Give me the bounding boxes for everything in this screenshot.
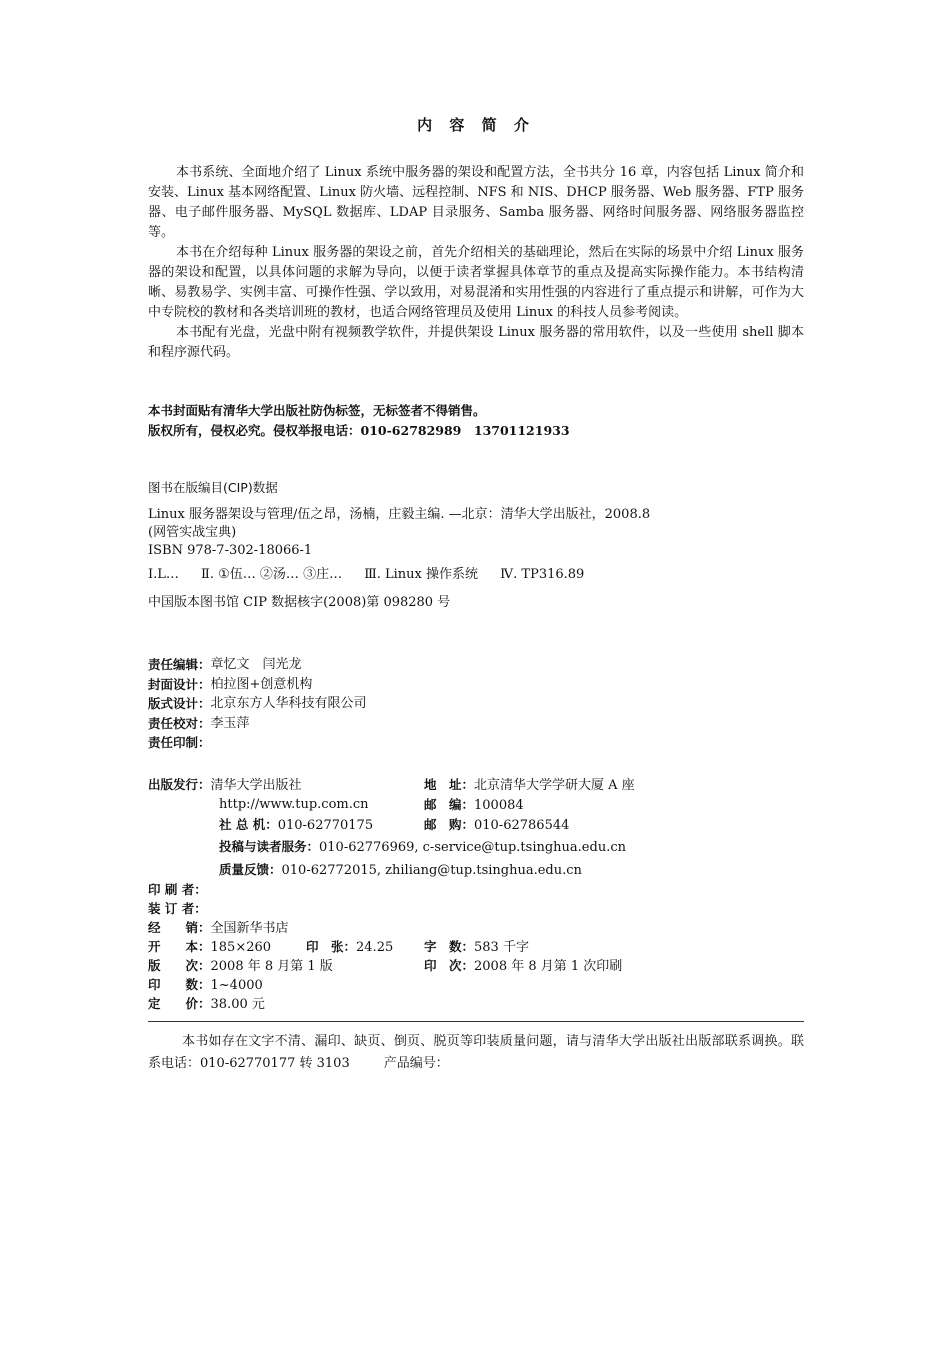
distributor-label: 经 销： <box>148 920 211 935</box>
staff-label: 封面设计： <box>148 676 211 692</box>
cip-class-item: Ⅳ. TP316.89 <box>500 567 585 582</box>
quality-notice-text <box>148 1031 804 1075</box>
copyright-notice <box>148 401 804 441</box>
address-row <box>424 775 635 796</box>
price-row <box>148 994 420 1015</box>
publisher-name: 清华大学出版社 <box>210 778 302 793</box>
staff-row <box>148 655 367 675</box>
staff-value: 北京东方人华科技有限公司 <box>210 696 367 711</box>
impression-value: 2008 年 8 月第 1 次印刷 <box>474 959 623 974</box>
summary-paragraph: 本书系统、全面地介绍了 Linux 系统中服务器的架设和配置方法，全书共分 16 章，内容包括 Linux 简介和安装、Linux 基本网络配置、Linux 防火墙、远程控制、NFS 和 NIS、DHCP 服务器、Web 服务器、FTP 服务器、电子邮件服务器、MySQL 数据库、LDAP 目录服务、Samba 服务器、网络时间服务器、网络服务器监控等。 <box>148 165 804 240</box>
mail-order-value: 010-62786544 <box>474 818 570 833</box>
quality-notice <box>148 1031 804 1075</box>
staff-label: 责任编辑： <box>148 657 211 672</box>
submission-row <box>219 837 779 858</box>
quality-notice-body: 本书如存在文字不清、漏印、缺页、倒页、脱页等印装质量问题，请与清华大学出版社出版部联系调换。联系电话：010-62770177 转 3103 <box>148 1034 804 1071</box>
distributor-value: 全国新华书店 <box>210 921 289 936</box>
staff-value: 章忆文 闫光龙 <box>210 657 302 672</box>
feedback-value: 010-62772015, zhiliang@tup.tsinghua.edu.cn <box>281 863 582 878</box>
website: http://www.tup.com.cn <box>219 797 369 812</box>
feedback-label: 质量反馈： <box>219 862 282 877</box>
rights-notice <box>148 421 804 441</box>
product-number-label: 产品编号： <box>383 1056 449 1071</box>
edition-label: 版 次： <box>148 958 211 973</box>
anti-counterfeit-notice: 本书封面贴有清华大学出版社防伪标签，无标签者不得销售。 <box>148 403 486 418</box>
divider <box>148 1021 804 1022</box>
words-value: 583 千字 <box>474 940 529 955</box>
copies-value: 1~4000 <box>210 978 263 993</box>
cip-record-number: 中国版本图书馆 CIP 数据核字(2008)第 098280 号 <box>148 595 451 610</box>
printer-label: 印 刷 者： <box>148 882 207 897</box>
cip-class-item: Ⅰ.L… <box>148 567 179 582</box>
publisher-label: 出版发行： <box>148 777 211 792</box>
sheets-label: 印 张： <box>306 939 357 954</box>
staff-label: 版式设计： <box>148 696 211 711</box>
cip-data <box>148 506 804 612</box>
staff-value: 李玉萍 <box>210 715 250 731</box>
format-label: 开 本： <box>148 939 211 954</box>
cip-series: (网管实战宝典) <box>148 525 237 540</box>
words-row <box>424 937 529 958</box>
distributor-row <box>148 918 420 939</box>
switchboard-label: 社 总 机： <box>219 817 278 832</box>
summary-section <box>148 163 804 363</box>
price-value: 38.00 元 <box>210 997 265 1012</box>
edition-row <box>148 956 420 977</box>
address-value: 北京清华大学学研大厦 A 座 <box>474 778 635 793</box>
staff-row <box>148 675 367 695</box>
printer-row <box>148 880 420 901</box>
address-label: 地 址： <box>424 777 475 792</box>
cip-classification <box>148 566 804 584</box>
copies-row <box>148 975 420 996</box>
zip-label: 邮 编： <box>424 797 475 812</box>
zip-row <box>424 795 524 816</box>
feedback-row <box>219 860 779 881</box>
price-label: 定 价： <box>148 996 211 1011</box>
impression-label: 印 次： <box>424 958 475 973</box>
page-title: 内 容 简 介 <box>417 116 535 134</box>
mail-order-label: 邮 购： <box>424 817 475 832</box>
cip-heading: 图书在版编目(CIP)数据 <box>148 480 278 495</box>
staff-row <box>148 714 367 734</box>
cip-title-line: Linux 服务器架设与管理/伍之昂，汤楠，庄毅主编. —北京：清华大学出版社，2008.8 <box>148 507 651 522</box>
cip-class-item: Ⅲ. Linux 操作系统 <box>364 567 479 582</box>
sheets-value: 24.25 <box>356 940 394 955</box>
publisher-name-row <box>148 775 420 796</box>
edition-value: 2008 年 8 月第 1 版 <box>210 959 333 974</box>
staff-credits <box>148 655 367 753</box>
summary-paragraph: 本书在介绍每种 Linux 服务器的架设之前，首先介绍相关的基础理论，然后在实际的场景中介绍 Linux 服务器的架设和配置，以具体问题的求解为导向，以便于读者掌握具体章节的重点及提高实际操作能力。本书结构清晰、易教易学、实例丰富、可操作性强、学以致用，对易混淆和实用性强的内容进行了重点提示和讲解，可作为大中专院校的教材和各类培训班的教材，也适合网络管理员及使用 Linux 的科技人员参考阅读。 <box>148 245 804 320</box>
switchboard-value: 010-62770175 <box>277 818 374 833</box>
copies-label: 印 数： <box>148 977 211 992</box>
staff-label: 责任校对： <box>148 715 211 731</box>
binder-row <box>148 899 420 920</box>
rights-text: 版权所有，侵权必究。侵权举报电话： <box>148 423 361 438</box>
cip-class-item: Ⅱ. ①伍… ②汤… ③庄… <box>201 567 343 582</box>
submission-value: 010-62776969, c-service@tup.tsinghua.edu.cn <box>319 840 626 855</box>
staff-label: 责任印制： <box>148 735 211 750</box>
zip-value: 100084 <box>474 798 524 813</box>
cip-isbn: ISBN 978-7-302-18066-1 <box>148 543 313 558</box>
binder-label: 装 订 者： <box>148 901 207 916</box>
words-label: 字 数： <box>424 939 475 954</box>
mail-order-row <box>424 815 569 836</box>
report-phone: 010-62782989 13701121933 <box>360 423 570 438</box>
staff-row <box>148 694 367 714</box>
sheets-row <box>306 937 426 958</box>
format-value: 185×260 <box>210 940 272 955</box>
staff-value: 柏拉图+创意机构 <box>210 676 313 692</box>
summary-paragraph: 本书配有光盘，光盘中附有视频教学软件，并提供架设 Linux 服务器的常用软件，以及一些使用 shell 脚本和程序源代码。 <box>148 325 804 360</box>
staff-row <box>148 733 367 753</box>
submission-label: 投稿与读者服务： <box>219 839 320 854</box>
impression-row <box>424 956 622 977</box>
